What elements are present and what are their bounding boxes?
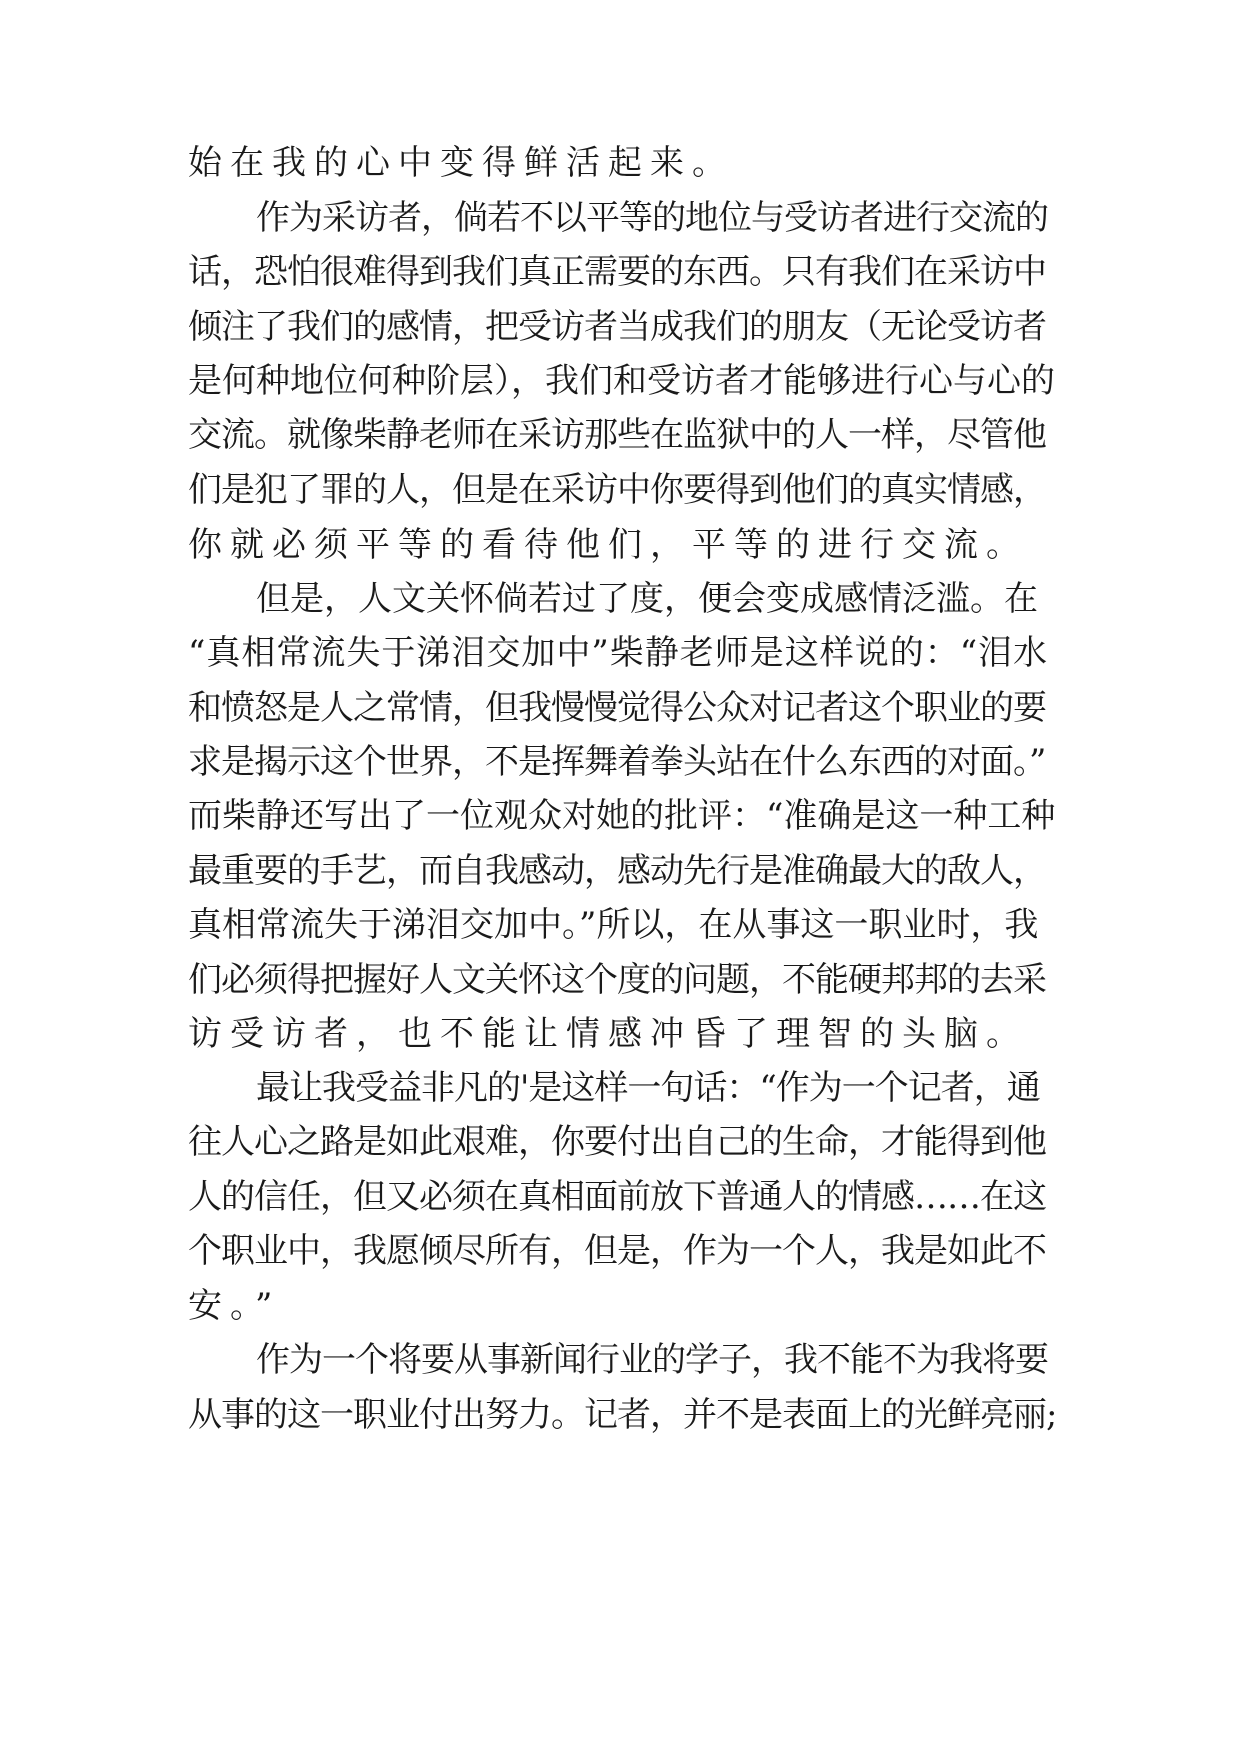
text-line: 们必须得把握好人文关怀这个度的问题，不能硬邦邦的去采 — [188, 960, 1046, 1000]
text-line: 们是犯了罪的人，但是在采访中你要得到他们的真实情感， — [188, 470, 1046, 510]
text-line: 人的信任，但又必须在真相面前放下普通人的情感……在这 — [188, 1177, 1046, 1217]
paragraph-start-line: 作为采访者，倘若不以平等的地位与受访者进行交流的 — [256, 198, 1048, 238]
text-line: 是何种地位何种阶层），我们和受访者才能够进行心与心的 — [188, 361, 1055, 401]
text-line: 个职业中，我愿倾尽所有，但是，作为一个人，我是如此不 — [188, 1231, 1046, 1271]
text-line: 交流。就像柴静老师在采访那些在监狱中的人一样，尽管他 — [188, 415, 1046, 455]
text-line: 话，恐怕很难得到我们真正需要的东西。只有我们在采访中 — [188, 252, 1046, 292]
text-line: 和愤怒是人之常情，但我慢慢觉得公众对记者这个职业的要 — [188, 688, 1046, 728]
text-line: 访受访者，也不能让情感冲昏了理智的头脑。 — [188, 1014, 1028, 1054]
text-line: 往人心之路是如此艰难，你要付出自己的生命，才能得到他 — [188, 1122, 1046, 1162]
text-line: 真相常流失于涕泪交加中。”所以，在从事这一职业时，我 — [188, 905, 1039, 945]
paragraph-start-line: 但是，人文关怀倘若过了度，便会变成感情泛滥。在 — [256, 579, 1038, 619]
paragraph-start-line: 最让我受益非凡的'是这样一句话：“作为一个记者，通 — [256, 1068, 1040, 1108]
text-line: 最重要的手艺，而自我感动，感动先行是准确最大的敌人， — [188, 851, 1046, 891]
text-line: 求是揭示这个世界，不是挥舞着拳头站在什么东西的对面。” — [188, 742, 1046, 782]
text-line: 你就必须平等的看待他们，平等的进行交流。 — [188, 525, 1028, 565]
text-line: 从事的这一职业付出努力。记者，并不是表面上的光鲜亮丽; — [188, 1395, 1057, 1435]
text-line: “真相常流失于涕泪交加中”柴静老师是这样说的：“泪水 — [188, 633, 1049, 673]
text-line: 安。” — [188, 1286, 281, 1326]
text-line: 始在我的心中变得鲜活起来。 — [188, 143, 734, 183]
paragraph-start-line: 作为一个将要从事新闻行业的学子，我不能不为我将要 — [256, 1340, 1048, 1380]
text-line: 而柴静还写出了一位观众对她的批评：“准确是这一种工种 — [188, 796, 1056, 836]
text-line: 倾注了我们的感情，把受访者当成我们的朋友（无论受访者 — [188, 307, 1046, 347]
